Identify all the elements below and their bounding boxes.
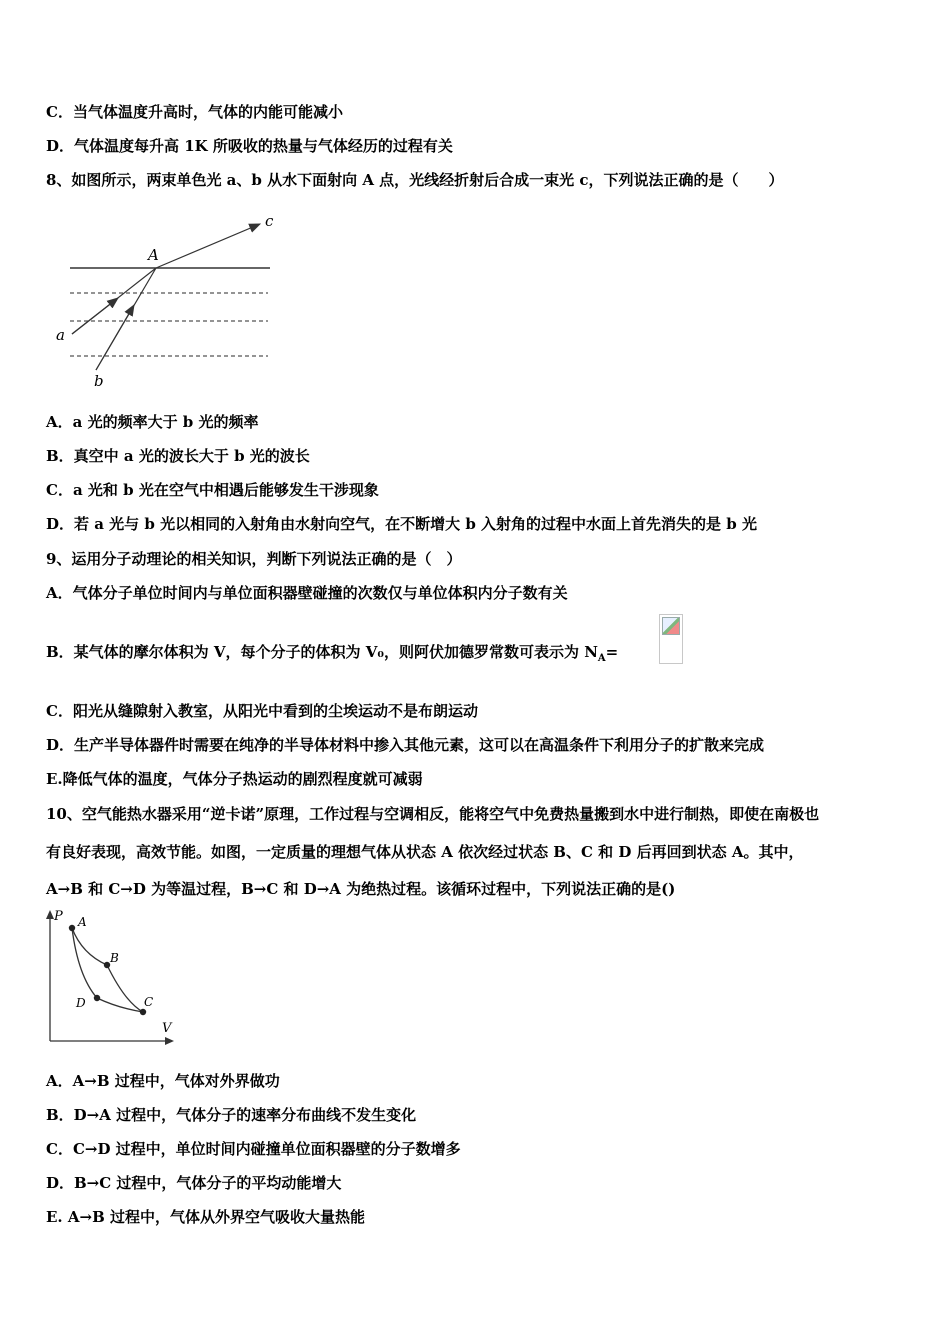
label-A: A [148,246,159,264]
point-d [94,995,100,1001]
q7-option-d: D．气体温度每升高 1K 所吸收的热量与气体经历的过程有关 [46,137,453,155]
q8-stem: 8、如图所示，两束单色光 a、b 从水下面射向 A 点，光线经折射后合成一束光 c，下列说法正确的是（ ） [46,171,784,189]
q10-option-c: C．C→D 过程中，单位时间内碰撞单位面积器壁的分子数增多 [46,1140,461,1158]
curve-a-b [72,928,107,965]
label-c: c [265,212,274,230]
point-c [140,1009,146,1015]
q9-option-d: D．生产半导体器件时需要在纯净的半导体材料中掺入其他元素，这可以在高温条件下利用分子的扩散来完成 [46,736,765,754]
q8-option-b: B．真空中 a 光的波长大于 b 光的波长 [46,447,310,465]
label-point-D: D [76,996,86,1010]
q10-option-a: A．A→B 过程中，气体对外界做功 [46,1072,280,1090]
label-point-A: A [78,915,87,929]
q10-stem-line3: A→B 和 C→D 为等温过程，B→C 和 D→A 为绝热过程。该循环过程中，下列说法正确的是() [46,880,676,898]
q9-option-b [46,642,618,669]
q9-option-e: E.降低气体的温度，气体分子热运动的剧烈程度就可减弱 [46,770,423,788]
label-point-B: B [110,951,119,965]
broken-image-icon [659,614,683,664]
q10-option-b: B．D→A 过程中，气体分子的速率分布曲线不发生变化 [46,1106,417,1124]
q9-option-b-sub: A [597,653,606,664]
v-axis-arrow [165,1037,174,1045]
label-P: P [54,909,63,924]
q9-option-b-text: B．某气体的摩尔体积为 V，每个分子的体积为 V₀，则阿伏加德罗常数可表示为 N [46,643,598,661]
ray-c [156,224,260,268]
q9-stem: 9、运用分子动理论的相关知识，判断下列说法正确的是（ ） [46,550,462,568]
q10-pv-diagram [40,906,180,1046]
p-axis-arrow [46,910,54,919]
ray-a-arrow [72,298,118,334]
q8-option-d: D．若 a 光与 b 光以相同的入射角由水射向空气，在不断增大 b 入射角的过程中水面上首先消失的是 b 光 [46,515,757,533]
q8-option-c: C．a 光和 b 光在空气中相遇后能够发生干涉现象 [46,481,379,499]
q9-option-b-eq: = [605,643,619,661]
label-point-C: C [144,995,154,1009]
label-a: a [56,326,65,344]
label-b: b [94,372,104,390]
q10-stem-line1: 10、空气能热水器采用“逆卡诺”原理，工作过程与空调相反，能将空气中免费热量搬到水中进行制热，即使在南极也 [46,805,820,823]
q10-option-d: D．B→C 过程中，气体分子的平均动能增大 [46,1174,342,1192]
label-V: V [162,1021,172,1036]
q9-option-a: A．气体分子单位时间内与单位面积器壁碰撞的次数仅与单位体积内分子数有关 [46,584,568,602]
curve-d-a [72,928,97,998]
q10-option-e: E. A→B 过程中，气体从外界空气吸收大量热能 [46,1208,365,1226]
q10-stem-line2: 有良好表现，高效节能。如图，一定质量的理想气体从状态 A 依次经过状态 B、C 和 D 后再回到状态 A。其中， [46,843,804,861]
point-a [69,925,75,931]
q7-option-c: C．当气体温度升高时，气体的内能可能减小 [46,103,343,121]
q8-option-a: A．a 光的频率大于 b 光的频率 [46,413,259,431]
curve-c-d [97,998,143,1012]
q8-refraction-figure [50,208,280,390]
q9-option-c: C．阳光从缝隙射入教室，从阳光中看到的尘埃运动不是布朗运动 [46,702,478,720]
ray-b-arrow [96,305,134,370]
